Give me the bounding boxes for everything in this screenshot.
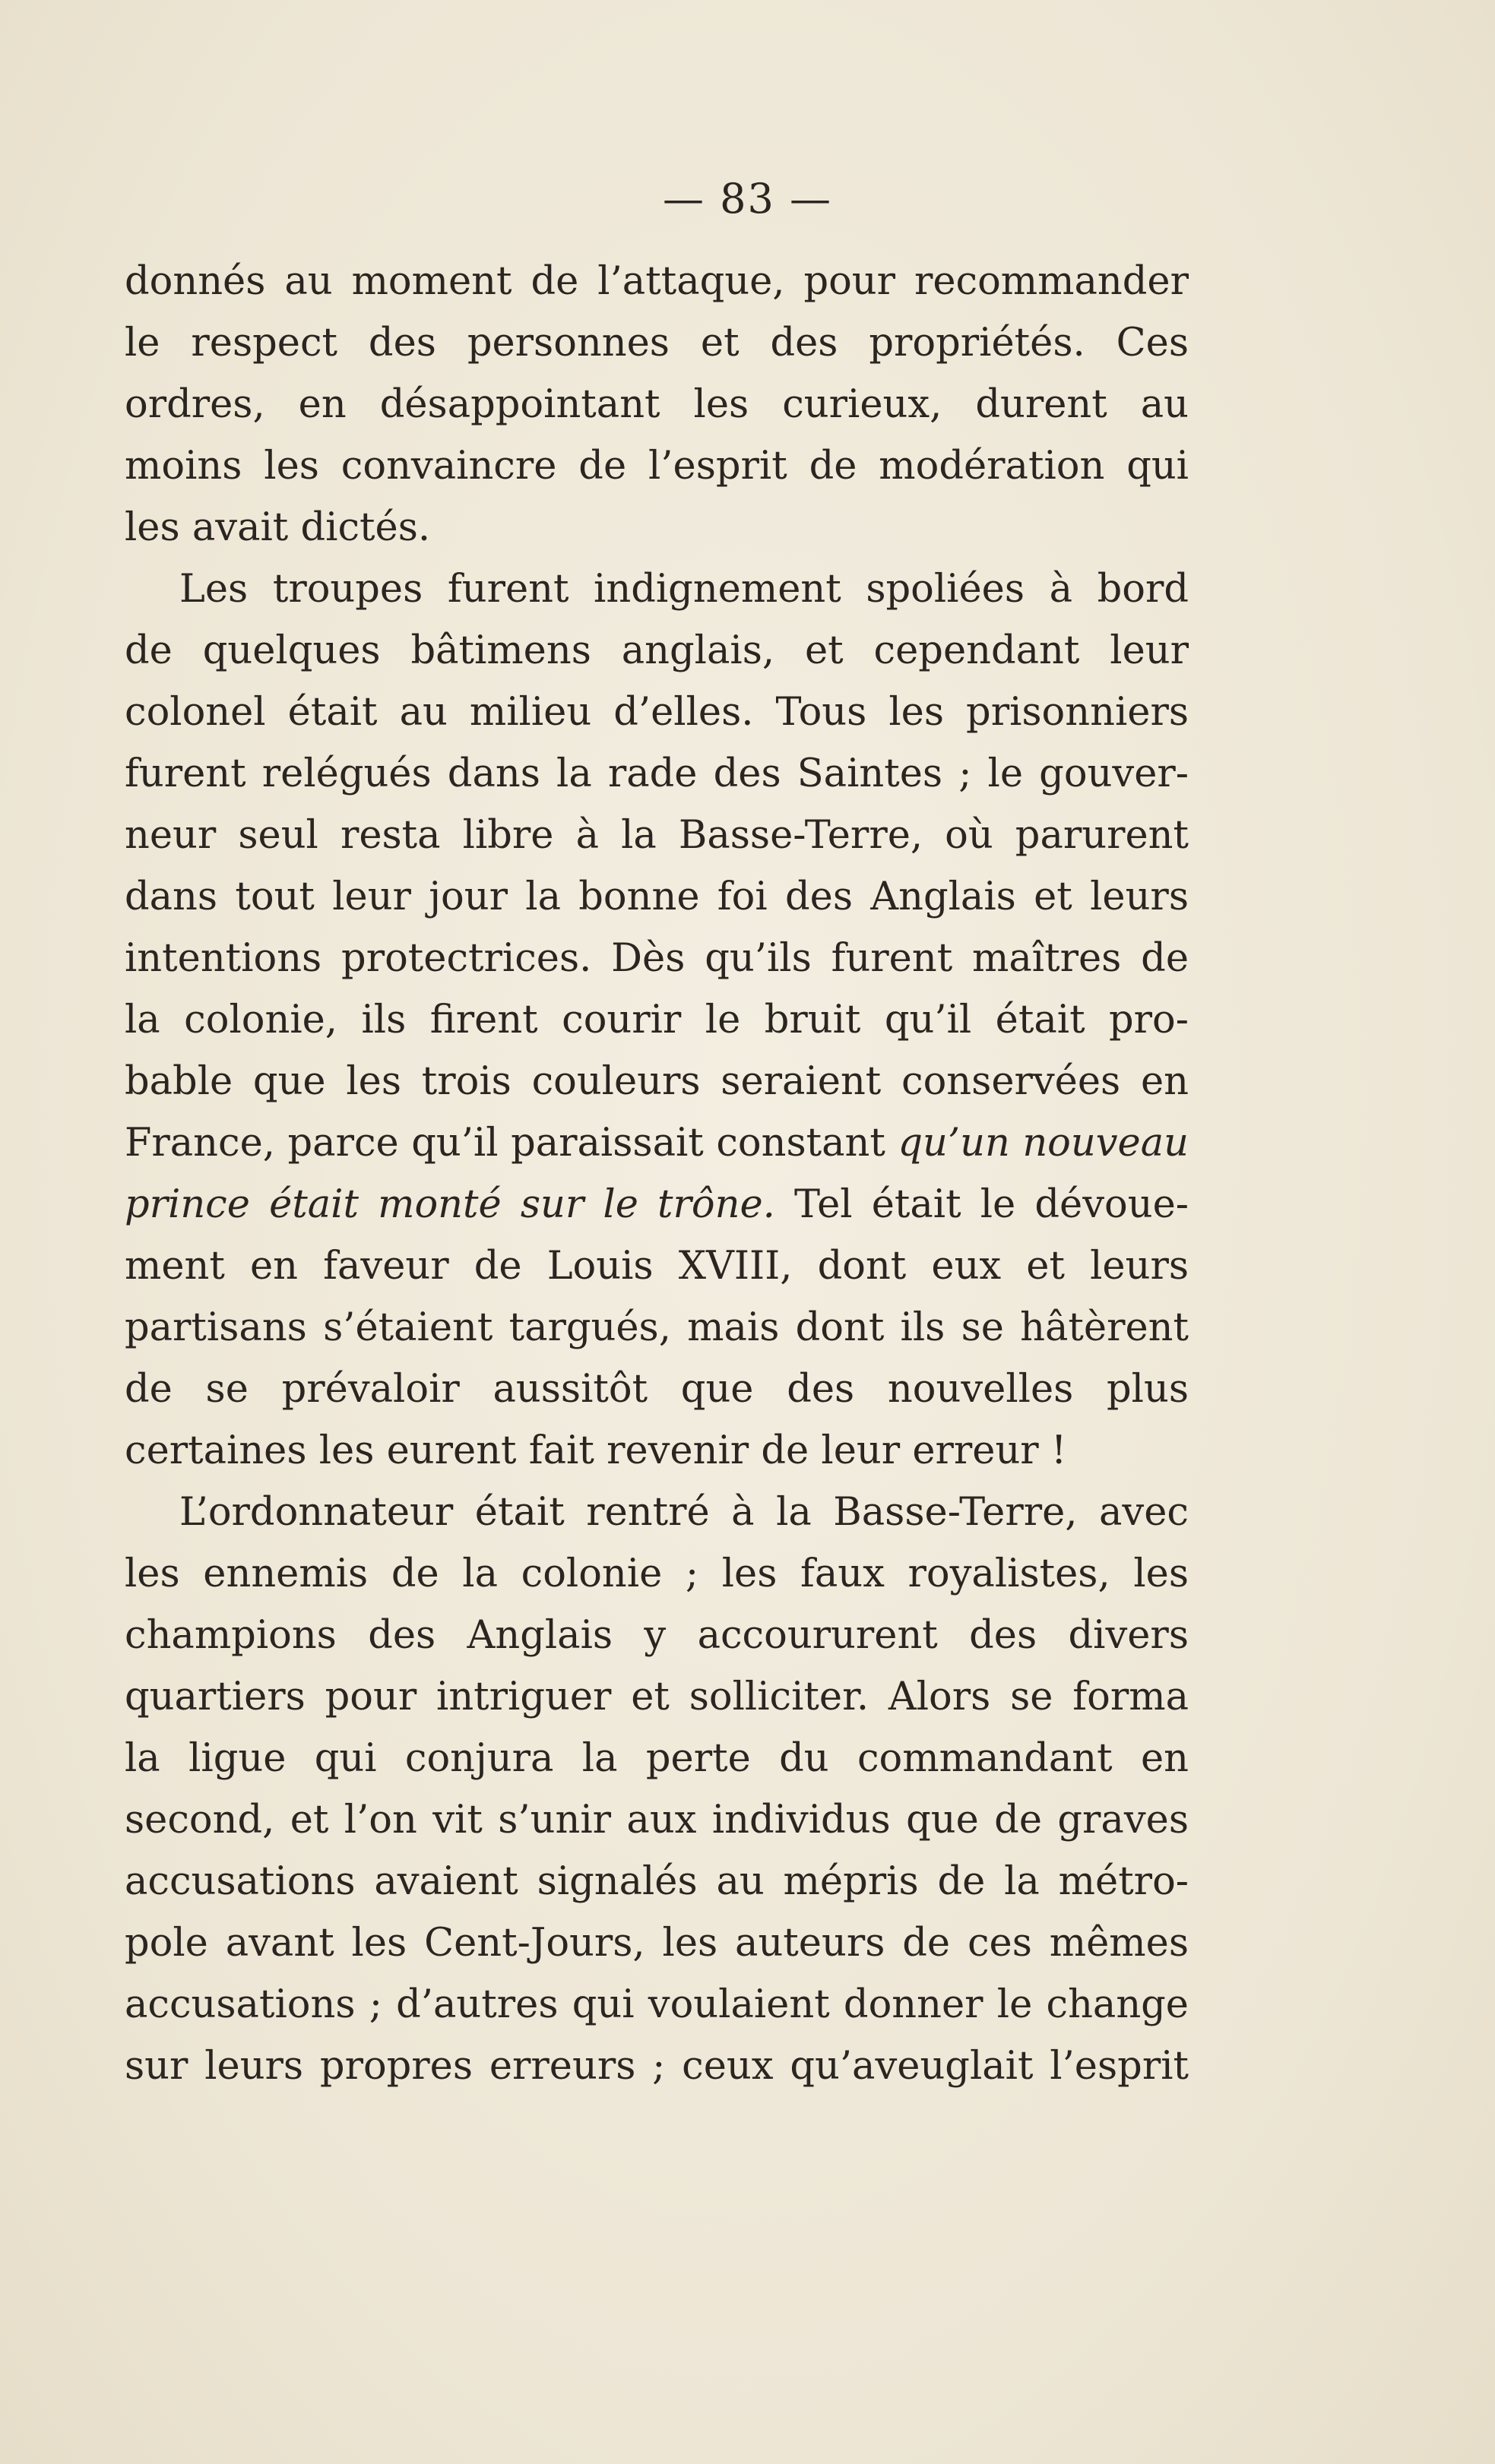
line-text: la colonie, ils firent courir le bruit qu’il était pro- — [125, 998, 1189, 1042]
text-line — [125, 2035, 1189, 2097]
text-line — [125, 1482, 1189, 1543]
text-line — [125, 251, 1189, 312]
line-text: second, et l’on vit s’unir aux individus que de graves — [125, 1798, 1189, 1842]
text-line — [125, 682, 1189, 743]
text-line — [125, 1789, 1189, 1851]
text-line — [125, 1666, 1189, 1728]
line-text: les ennemis de la colonie ; les faux royalistes, les — [125, 1551, 1189, 1596]
line-text: les avait dictés. — [125, 505, 431, 550]
text-line — [125, 497, 1189, 558]
line-text: Les troupes furent indignement spoliées à bord — [179, 567, 1189, 612]
line-text: ment en faveur de Louis XVIII, dont eux et leurs — [125, 1244, 1189, 1289]
text-line — [125, 1912, 1189, 1974]
text-line — [125, 743, 1189, 805]
text-line — [125, 1851, 1189, 1912]
text-line — [125, 1051, 1189, 1112]
line-text: champions des Anglais y accoururent des divers — [125, 1613, 1189, 1658]
text-line — [125, 1235, 1189, 1297]
page-number: — 83 — — [662, 175, 833, 223]
line-text: furent relégués dans la rade des Saintes ; le gouver- — [125, 751, 1189, 796]
line-text: dans tout leur jour la bonne foi des Anglais et leurs — [125, 875, 1189, 919]
line-text: sur leurs propres erreurs ; ceux qu’aveuglait l’esprit — [125, 2044, 1189, 2089]
text-line — [125, 928, 1189, 989]
line-text: pole avant les Cent-Jours, les auteurs de ces mêmes — [125, 1921, 1189, 1966]
line-text: le respect des personnes et des propriétés. Ces — [125, 321, 1189, 365]
body-text — [125, 251, 1189, 2097]
italic-text: prince était monté sur le trône. — [125, 1182, 775, 1227]
text-line — [125, 1112, 1189, 1174]
line-text: colonel était au milieu d’elles. Tous les prisonniers — [125, 690, 1189, 735]
line-text: bable que les trois couleurs seraient conservées en — [125, 1059, 1189, 1104]
line-text: de se prévaloir aussitôt que des nouvelles plus — [125, 1367, 1189, 1412]
text-line — [125, 1605, 1189, 1666]
text-line — [125, 989, 1189, 1051]
line-text: partisans s’étaient targués, mais dont ils se hâtèrent — [125, 1305, 1189, 1350]
line-text: accusations avaient signalés au mépris de la métro- — [125, 1859, 1189, 1904]
line-text: intentions protectrices. Dès qu’ils furent maîtres de — [125, 936, 1189, 981]
text-line — [125, 1543, 1189, 1605]
text-line — [125, 312, 1189, 374]
text-line — [125, 1420, 1189, 1482]
text-line — [125, 1359, 1189, 1420]
line-text: donnés au moment de l’attaque, pour recommander — [125, 259, 1189, 304]
line-text: la ligue qui conjura la perte du commandant en — [125, 1736, 1189, 1781]
text-line — [125, 1174, 1189, 1235]
line-text: de quelques bâtimens anglais, et cependant leur — [125, 628, 1189, 673]
line-text: moins les convaincre de l’esprit de modération qui — [125, 444, 1189, 489]
line-text: L’ordonnateur était rentré à la Basse-Terre, avec — [179, 1490, 1189, 1535]
text-line — [125, 1728, 1189, 1789]
italic-text: qu’un nouveau — [898, 1121, 1189, 1166]
text-line — [125, 1974, 1189, 2035]
line-text: ordres, en désappointant les curieux, durent au — [125, 382, 1189, 427]
text-line — [125, 866, 1189, 928]
text-line — [125, 620, 1189, 682]
text-line — [125, 558, 1189, 620]
text-line — [125, 1297, 1189, 1359]
line-text: France, parce qu’il paraissait constant — [125, 1121, 898, 1166]
line-text: accusations ; d’autres qui voulaient donner le change — [125, 1982, 1189, 2027]
text-line — [125, 805, 1189, 866]
line-text: neur seul resta libre à la Basse-Terre, où parurent — [125, 813, 1189, 858]
line-text: Tel était le dévoue- — [774, 1182, 1189, 1227]
text-line — [125, 374, 1189, 435]
line-text: quartiers pour intriguer et solliciter. Alors se forma — [125, 1675, 1189, 1719]
text-line — [125, 435, 1189, 497]
line-text: certaines les eurent fait revenir de leur erreur ! — [125, 1428, 1067, 1473]
